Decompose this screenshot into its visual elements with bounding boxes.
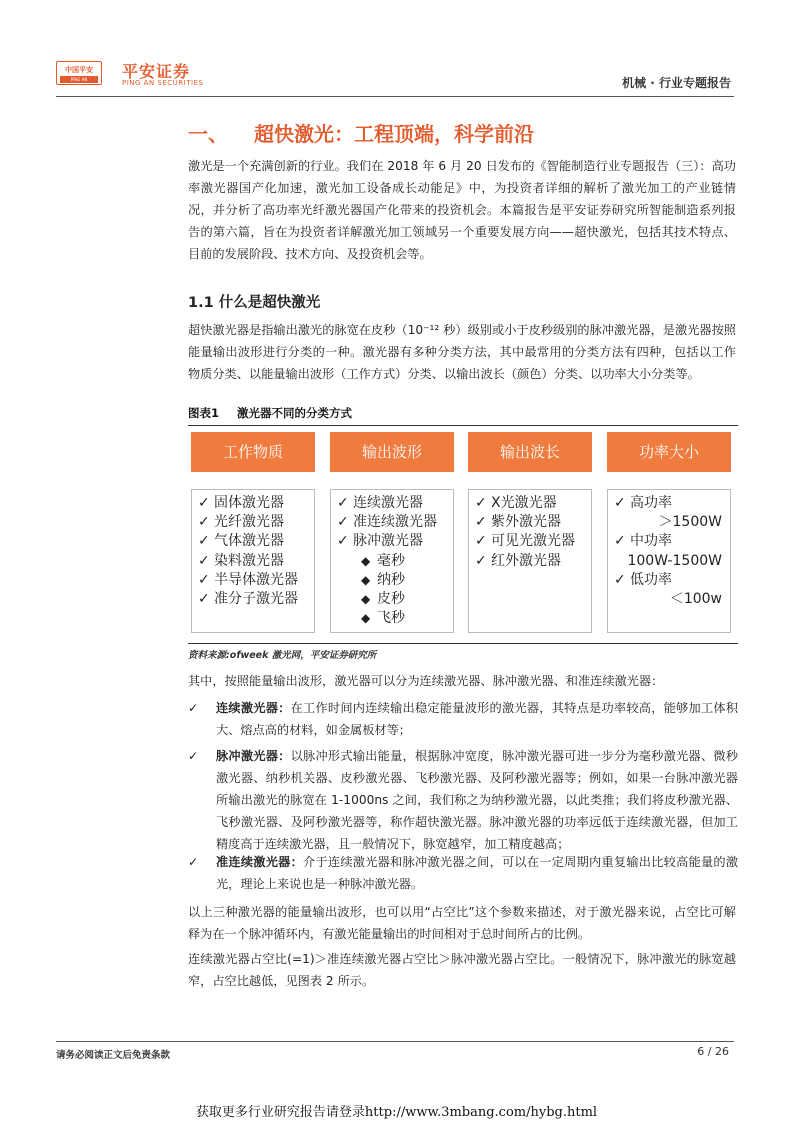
- list-item: ✓ 连续激光器: [337, 494, 453, 513]
- check-icon: ✓: [198, 552, 210, 569]
- brand-name-en: PING AN SECURITIES: [122, 79, 204, 87]
- diamond-icon: ◆: [361, 591, 371, 606]
- comparison-paragraph: 连续激光器占空比(=1)＞准连续激光器占空比＞脉冲激光器占空比。一般情况下，脉冲激光的脉宽越窄，占空比越低，见图表 2 所示。: [188, 952, 736, 988]
- pingan-logo: [56, 61, 102, 85]
- after-figure-paragraph: 其中，按照能量输出波形，激光器可以分为连续激光器、脉冲激光器、和准连续激光器：: [188, 674, 664, 688]
- bullet-text: 介于连续激光器和脉冲激光器之间，可以在一定周期内重复输出比较高能量的激光，理论上来说也是一种脉冲激光器。: [216, 855, 739, 891]
- diamond-icon: ◆: [361, 572, 371, 587]
- bullet-pulsed: [188, 745, 738, 855]
- check-icon: ✓: [198, 571, 210, 588]
- header-box-material: 工作物质: [191, 432, 315, 472]
- list-box-power: [607, 489, 731, 633]
- figure-source: 资料来源:ofweek 激光网，平安证券研究所: [188, 650, 377, 661]
- power-range: ＞1500W: [658, 514, 722, 531]
- diamond-icon: ◆: [361, 611, 371, 626]
- logo-bottom-text: PING AN: [60, 76, 98, 83]
- subsection-heading: 1.1 什么是超快激光: [188, 295, 321, 311]
- header-divider: [56, 96, 734, 97]
- download-watermark: 获取更多行业研究报告请登录http://www.3mbang.com/hybg.html: [195, 1105, 598, 1120]
- figure-label: 图表1: [188, 406, 220, 420]
- list-box-waveform: [330, 489, 454, 633]
- list-item: ✓ 半导体激光器: [198, 571, 314, 590]
- duty-cycle-paragraph: 以上三种激光器的能量输出波形，也可以用“占空比”这个参数来描述，对于激光器来说，占空比可解释为在一个脉冲循环内，有激光能量输出的时间相对于总时间所占的比例。: [188, 905, 736, 941]
- brand-name-cn: 平安证券: [122, 62, 191, 81]
- check-icon: ✓: [198, 590, 210, 607]
- list-item: ✓ 低功率: [614, 571, 730, 590]
- sub-list-item: ◆ 皮秒: [337, 590, 453, 609]
- list-item: ✓ 高功率: [614, 494, 730, 513]
- check-icon: ✓: [198, 495, 210, 511]
- list-item: ✓ 红外激光器: [475, 552, 591, 571]
- check-icon: ✓: [188, 701, 199, 715]
- section-title: 超快激光：工程顶端，科学前沿: [254, 122, 534, 146]
- check-icon: ✓: [188, 855, 199, 869]
- list-item: ✓ 气体激光器: [198, 532, 314, 551]
- power-range: ＜100w: [669, 590, 722, 607]
- section-number: 一、: [188, 122, 228, 146]
- list-item: ✓ 可见光激光器: [475, 532, 591, 551]
- check-icon: ✓: [614, 533, 626, 550]
- page-number: 6 / 26: [697, 1045, 729, 1058]
- bullet-keyword: 脉冲激光器：: [216, 749, 291, 763]
- bullet-quasi-continuous: [188, 851, 738, 895]
- list-item: ✓ 脉冲激光器: [337, 532, 453, 551]
- logo-top-text: 中国平安: [65, 66, 93, 74]
- footer-divider: [56, 1041, 734, 1042]
- check-icon: ✓: [614, 571, 626, 588]
- list-item: ✓ 光纤激光器: [198, 513, 314, 532]
- check-icon: ✓: [198, 533, 210, 550]
- check-icon: ✓: [337, 514, 349, 531]
- check-icon: ✓: [337, 533, 349, 550]
- check-icon: ✓: [198, 514, 210, 531]
- bullet-text: 以脉冲形式输出能量，根据脉冲宽度，脉冲激光器可进一步分为毫秒激光器、微秒激光器、纳秒机关器、皮秒激光器、飞秒激光器、及阿秒激光器等；例如，如果一台脉冲激光器所输出激光的脉宽在 1-1000ns 之间，我们称之为纳秒激光器，以此类推；我们将皮秒激光器、飞秒激光器、及阿秒激光器等，称作超快激光器。脉冲激光器的功率远低于连续激光器，但加工精度高于连续激光器，且一般情况下，脉宽越窄，加工精度越高；: [216, 749, 739, 851]
- check-icon: ✓: [475, 533, 487, 550]
- list-box-wavelength: [468, 489, 592, 633]
- check-icon: ✓: [475, 552, 487, 569]
- header-box-wavelength: 输出波长: [468, 432, 592, 472]
- list-item: ✓ X光激光器: [475, 494, 591, 513]
- section-heading: [188, 118, 534, 147]
- bullet-keyword: 准连续激光器：: [216, 855, 304, 869]
- figure-caption: 激光器不同的分类方式: [237, 406, 353, 420]
- bullet-keyword: 连续激光器：: [216, 701, 291, 715]
- page-header: [0, 0, 793, 100]
- bullet-text: 在工作时间内连续输出稳定能量波形的激光器，其特点是功率较高，能够加工体积大、熔点高的材料，如金属板材等；: [216, 701, 739, 737]
- list-item: ✓ 固体激光器: [198, 494, 314, 513]
- list-box-material: [191, 489, 315, 633]
- list-item: ✓ 紫外激光器: [475, 513, 591, 532]
- check-icon: ✓: [337, 495, 349, 511]
- list-item: ✓ 准连续激光器: [337, 513, 453, 532]
- definition-paragraph: 超快激光器是指输出激光的脉宽在皮秒（10⁻¹² 秒）级别或小于皮秒级别的脉冲激光器，是激光器按照能量输出波形进行分类的一种。激光器有多种分类方法，其中最常用的分类方法有四种，包括以工作物质分类、以能量输出波形（工作方式）分类、以输出波长（颜色）分类、以功率大小分类等。: [188, 323, 736, 381]
- figure-top-rule: [188, 425, 738, 426]
- footer-disclaimer: 请务必阅读正文后免责条款: [56, 1050, 171, 1061]
- list-item: ✓ 准分子激光器: [198, 590, 314, 609]
- check-icon: ✓: [188, 749, 199, 763]
- header-box-power: 功率大小: [607, 432, 731, 472]
- report-category: 机械 · 行业专题报告: [622, 76, 731, 90]
- bullet-continuous: [188, 697, 738, 741]
- sub-list-item: ◆ 毫秒: [337, 552, 453, 571]
- check-icon: ✓: [475, 495, 487, 511]
- figure-bottom-rule: [188, 643, 738, 644]
- figure-title: [188, 405, 738, 421]
- sub-list-item: ◆ 纳秒: [337, 571, 453, 590]
- intro-paragraph: 激光是一个充满创新的行业。我们在 2018 年 6 月 20 日发布的《智能制造行业专题报告（三）：高功率激光器国产化加速，激光加工设备成长动能足》中，为投资者详细的解析了激光加工的产业链情况，并分析了高功率光纤激光器国产化带来的投资机会。本篇报告是平安证券研究所智能制造系列报告的第六篇，旨在为投资者详解激光加工领域另一个重要发展方向——超快激光，包括其技术特点、目前的发展阶段、技术方向、及投资机会等。: [188, 159, 736, 261]
- list-item: ✓ 染料激光器: [198, 552, 314, 571]
- header-box-waveform: 输出波形: [330, 432, 454, 472]
- sub-list-item: ◆ 飞秒: [337, 609, 453, 628]
- list-item: ✓ 中功率: [614, 532, 730, 551]
- diamond-icon: ◆: [361, 553, 371, 568]
- check-icon: ✓: [614, 495, 626, 511]
- power-range: 100W-1500W: [627, 552, 722, 569]
- check-icon: ✓: [475, 514, 487, 531]
